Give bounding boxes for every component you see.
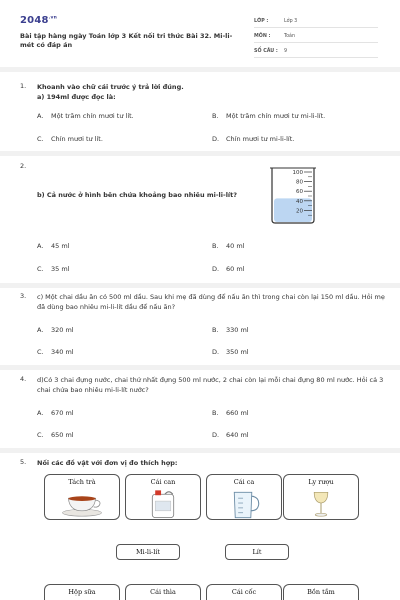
question-number: 1.	[20, 82, 27, 90]
meta-value: Toán	[284, 34, 296, 39]
question-number: 4.	[20, 375, 27, 383]
option-b[interactable]: B. 330 ml	[212, 326, 249, 334]
site-logo[interactable]: $2048^{.vn}$	[20, 15, 58, 26]
match-item-tea-cup[interactable]: Tách trà	[44, 474, 120, 520]
option-a[interactable]: A. 320 ml	[37, 326, 74, 334]
page-title: Bài tập hàng ngày Toán lớp 3 Kết nối tri thức Bài 32. Mi-li-mét có đáp án	[20, 32, 233, 50]
meta-class	[254, 16, 378, 28]
option-c[interactable]: C. Chín mươi tư lít.	[37, 135, 103, 143]
question-title: Nối các đồ vật với đơn vị đo thích hợp:	[37, 459, 178, 467]
question-prompt: b) Cả nước ở hình bên chứa khoảng bao nhiêu mi-li-lít?	[37, 191, 238, 199]
option-c[interactable]: C. 650 ml	[37, 431, 74, 439]
question-number: 2.	[20, 162, 27, 170]
section-divider	[0, 67, 400, 72]
meta-label: MÔN :	[254, 34, 271, 39]
option-c[interactable]: C. 35 ml	[37, 265, 70, 273]
match-item-spoon[interactable]: Cái thìa	[125, 584, 201, 600]
meta-value: 9	[284, 49, 288, 54]
option-d[interactable]: D. 350 ml	[212, 348, 249, 356]
option-d[interactable]: D. Chín mươi tư mi-li-lít.	[212, 135, 295, 143]
option-d[interactable]: D. 60 ml	[212, 265, 245, 273]
question-2	[20, 162, 385, 282]
wine-glass-icon	[284, 489, 358, 519]
meta-label: SỐ CÂU :	[254, 49, 278, 54]
section-divider	[0, 151, 400, 156]
page-header	[0, 0, 400, 62]
question-prompt: d)Có 3 chai đựng nước, chai thứ nhất đựng 500 ml nước, 2 chai còn lại mỗi chai đựng 80 ml nước. Hỏi cả 3 chai chứa bao nhiêu mi-li-lít nước?	[37, 376, 384, 395]
beaker-tick-label: 100	[292, 170, 303, 176]
measuring-jug-icon	[207, 489, 281, 519]
unit-milliliter[interactable]: Mi-li-lít	[116, 544, 180, 560]
question-title: Khoanh vào chữ cái trước ý trả lời đúng.	[37, 83, 184, 91]
section-divider	[0, 448, 400, 453]
section-divider	[0, 365, 400, 370]
beaker-tick-label: 80	[296, 179, 303, 186]
option-d[interactable]: D. 640 ml	[212, 431, 249, 439]
question-3	[20, 292, 385, 364]
question-5	[20, 458, 385, 472]
section-divider	[0, 283, 400, 288]
unit-liter[interactable]: Lít	[225, 544, 289, 560]
question-text	[37, 190, 385, 200]
match-item-cup[interactable]: Cái cốc	[206, 584, 282, 600]
match-item-milk-box[interactable]: Hộp sữa	[44, 584, 120, 600]
option-b[interactable]: B. 40 ml	[212, 242, 245, 250]
question-number: 3.	[20, 292, 27, 300]
tea-cup-icon	[45, 489, 119, 519]
option-a[interactable]: A. 670 ml	[37, 409, 74, 417]
measuring-beaker-icon	[268, 164, 318, 224]
match-item-measuring-jug[interactable]: Cái ca	[206, 474, 282, 520]
beaker-tick-label: 20	[296, 208, 303, 215]
water-canister-icon	[126, 489, 200, 519]
question-prompt: a) 194ml được đọc là:	[37, 93, 116, 102]
beaker-tick-label: 60	[296, 189, 303, 196]
match-item-bathtub[interactable]: Bồn tắm	[283, 584, 359, 600]
option-a[interactable]: A. 45 ml	[37, 242, 70, 250]
option-c[interactable]: C. 340 ml	[37, 348, 74, 356]
meta-value: Lớp 3	[284, 19, 298, 24]
question-1	[20, 82, 385, 152]
meta-question-count	[254, 46, 378, 58]
option-b[interactable]: B. Một trăm chín mươi tư mi-li-lít.	[212, 112, 326, 120]
meta-subject	[254, 31, 378, 43]
question-4	[20, 375, 385, 447]
question-prompt: c) Một chai dầu ăn có 500 ml dầu. Sau khi mẹ đã dùng để nấu ăn thì trong chai còn lại 150 ml dầu. Hỏi mẹ đã dùng bao nhiêu mi-li-lít dầu để nấu ăn?	[37, 293, 385, 312]
question-text	[37, 82, 385, 103]
option-b[interactable]: B. 660 ml	[212, 409, 249, 417]
beaker-tick-label: 40	[296, 198, 303, 205]
option-a[interactable]: A. Một trăm chín mươi tư lít.	[37, 112, 134, 120]
question-number: 5.	[20, 458, 27, 466]
match-item-canister[interactable]: Cái can	[125, 474, 201, 520]
match-item-wine-glass[interactable]: Ly rượu	[283, 474, 359, 520]
meta-label: LỚP :	[254, 19, 269, 24]
